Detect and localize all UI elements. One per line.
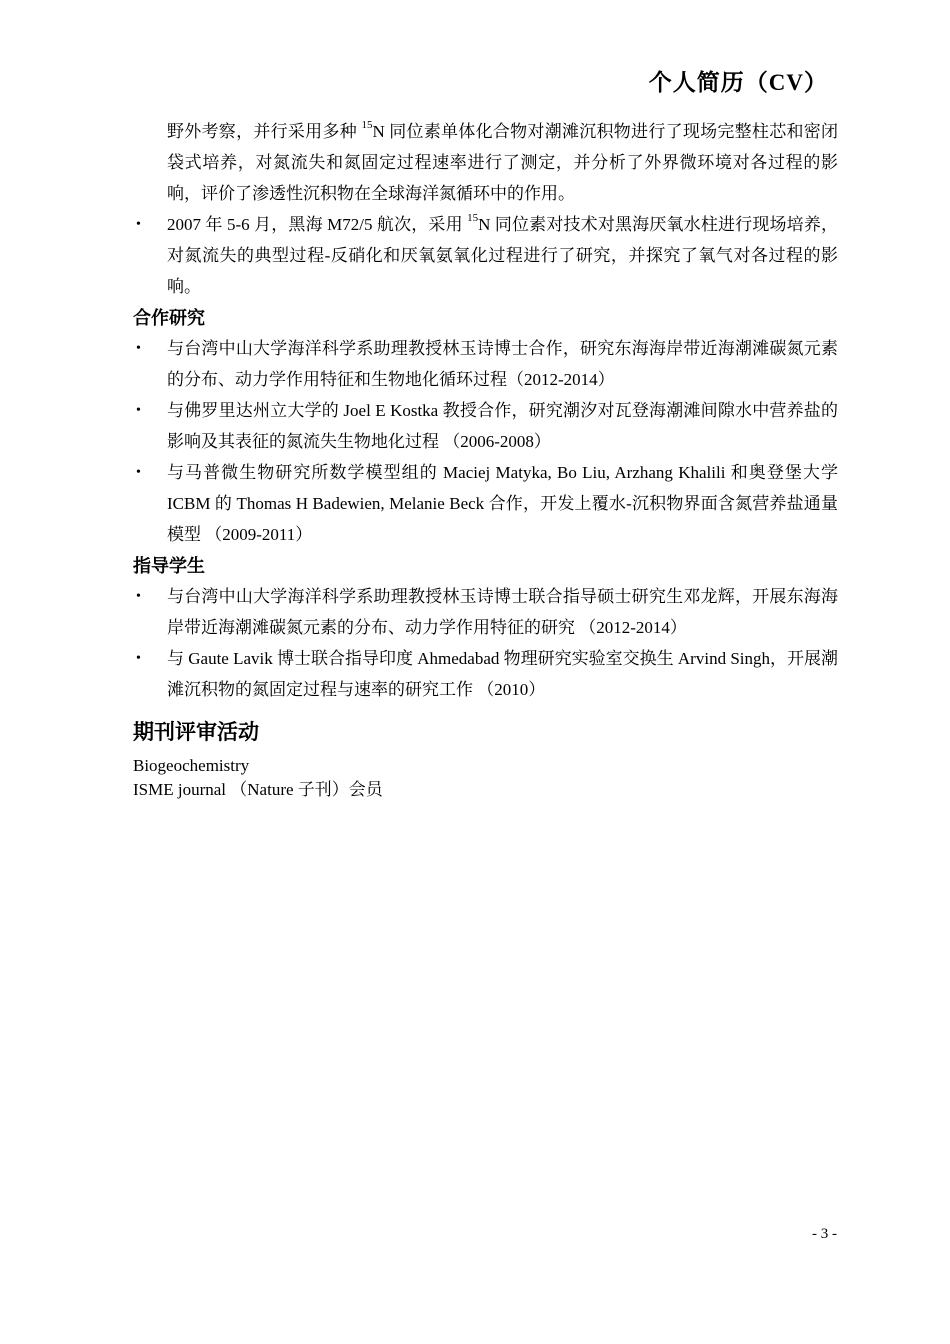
list-item-text: 与佛罗里达州立大学的 Joel E Kostka 教授合作，研究潮汐对瓦登海潮滩间隙水中营养盐的影响及其表征的氮流失生物地化过程 （2006-2008） xyxy=(167,401,838,451)
list-item-text: 与马普微生物研究所数学模型组的 Maciej Matyka, Bo Liu, Arzhang Khalili 和奥登堡大学 ICBM 的 Thomas H Badewien, Melanie Beck 合作，开发上覆水-沉积物界面含氮营养盐通量模型 （2009-2011） xyxy=(167,463,838,544)
list-item xyxy=(133,457,838,550)
isotope-superscript: 15 xyxy=(467,212,479,225)
text-segment: N 同位素对技术对黑海厌氧水柱进行现场培养，对氮流失的典型过程-反硝化和厌氧氨氧化过程进行了研究，并探究了氧气对各过程的影响。 xyxy=(167,215,838,296)
bullet-icon: • xyxy=(136,403,141,418)
review-line: Biogeochemistry xyxy=(133,756,250,775)
document-body xyxy=(133,116,838,802)
isotope-superscript: 15 xyxy=(361,119,373,132)
list-item-text: 与台湾中山大学海洋科学系助理教授林玉诗博士合作，研究东海海岸带近海潮滩碳氮元素的分布、动力学作用特征和生物地化循环过程（2012-2014） xyxy=(167,339,838,389)
list-item xyxy=(133,643,838,705)
fieldwork-item-continued xyxy=(133,116,838,209)
page-number: - 3 - xyxy=(812,1226,837,1242)
text-segment: N 同位素单体化合物对潮滩沉积物进行了现场完整柱芯和密闭袋式培养，对氮流失和氮固定过程速率进行了测定，并分析了外界微环境对各过程的影响，评价了渗透性沉积物在全球海洋氮循环中的作用。 xyxy=(167,122,839,203)
bullet-icon: • xyxy=(136,589,141,604)
bullet-icon: • xyxy=(136,465,141,480)
text-segment: 野外考察，并行采用多种 xyxy=(167,122,362,141)
list-item-text: 与台湾中山大学海洋科学系助理教授林玉诗博士联合指导硕士研究生邓龙辉，开展东海海岸带近海潮滩碳氮元素的分布、动力学作用特征的研究 （2012-2014） xyxy=(167,587,838,637)
section-heading-students: 指导学生 xyxy=(133,556,205,576)
page-header-title: 个人简历（CV） xyxy=(648,70,828,95)
list-item xyxy=(133,333,838,395)
list-item xyxy=(133,395,838,457)
fieldwork-item xyxy=(133,209,838,302)
section-heading-journal-review: 期刊评审活动 xyxy=(133,720,259,744)
bullet-icon: • xyxy=(136,651,141,666)
text-segment: 2007 年 5-6 月，黑海 M72/5 航次，采用 xyxy=(167,215,468,234)
bullet-icon: • xyxy=(136,217,141,232)
list-item xyxy=(133,581,838,643)
section-heading-collaboration: 合作研究 xyxy=(133,308,205,328)
list-item-text: 与 Gaute Lavik 博士联合指导印度 Ahmedabad 物理研究实验室交换生 Arvind Singh，开展潮滩沉积物的氮固定过程与速率的研究工作 （2010） xyxy=(167,649,838,699)
bullet-icon: • xyxy=(136,341,141,356)
review-line: ISME journal （Nature 子刊）会员 xyxy=(133,780,383,799)
